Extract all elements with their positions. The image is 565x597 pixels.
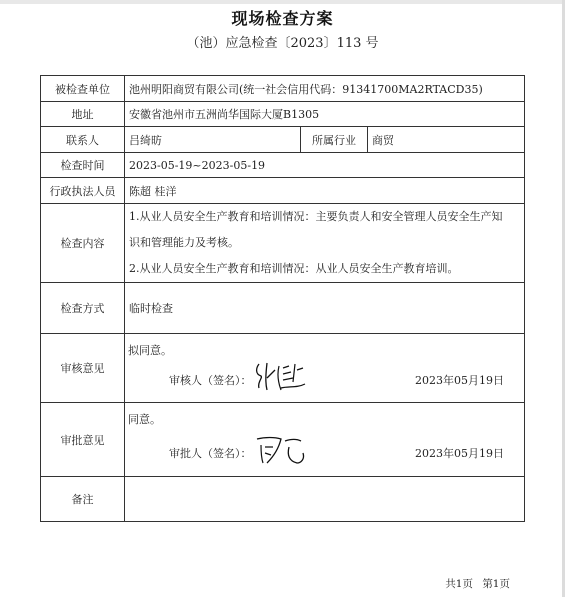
industry-label: 所属行业 — [301, 127, 368, 153]
method-value: 临时检查 — [125, 283, 525, 334]
review-label: 审核意见 — [41, 334, 125, 403]
document-title: 现场检查方案 — [231, 9, 334, 28]
officers-label: 行政执法人员 — [41, 178, 125, 204]
contact-value: 吕绮昉 — [125, 127, 301, 153]
unit-value: 池州明阳商贸有限公司(统一社会信用代码：91341700MA2RTACD35) — [125, 76, 525, 102]
row-method — [41, 283, 525, 334]
approve-cell — [125, 403, 525, 477]
remarks-label: 备注 — [41, 477, 125, 522]
row-approve — [41, 403, 525, 477]
row-time — [41, 153, 525, 178]
page-footer — [439, 576, 510, 591]
current-page: 第1页 — [482, 578, 510, 590]
content-label: 检查内容 — [41, 204, 125, 283]
content-value — [125, 204, 525, 283]
review-date: 2023年05月19日 — [415, 374, 504, 387]
approve-label: 审批意见 — [41, 403, 125, 477]
row-unit — [41, 76, 525, 102]
industry-value: 商贸 — [368, 127, 525, 153]
document-number: （池）应急检查〔2023〕113 号 — [186, 36, 379, 51]
time-value: 2023-05-19~2023-05-19 — [125, 153, 525, 178]
review-opinion: 拟同意。 — [128, 344, 172, 357]
inspection-plan-table — [40, 75, 525, 522]
time-label: 检查时间 — [41, 153, 125, 178]
reviewer-signature-icon — [253, 360, 313, 394]
row-review — [41, 334, 525, 403]
approve-date: 2023年05月19日 — [415, 447, 504, 460]
row-officers — [41, 178, 525, 204]
content-line: 识和管理能力及考核。 — [129, 236, 239, 249]
unit-label: 被检查单位 — [41, 76, 125, 102]
address-value: 安徽省池州市五洲尚华国际大厦B1305 — [125, 102, 525, 127]
total-pages: 共1页 — [445, 578, 473, 590]
method-label: 检查方式 — [41, 283, 125, 334]
address-label: 地址 — [41, 102, 125, 127]
top-bar — [0, 0, 565, 4]
review-signer-label: 审核人（签名）： — [169, 374, 252, 387]
row-address — [41, 102, 525, 127]
row-content — [41, 204, 525, 283]
remarks-value — [125, 477, 525, 522]
approve-signer-label: 审批人（签名）： — [169, 447, 252, 460]
officers-value: 陈超 桂洋 — [125, 178, 525, 204]
contact-label: 联系人 — [41, 127, 125, 153]
content-line: 1.从业人员安全生产教育和培训情况：主要负责人和安全管理人员安全生产知 — [129, 210, 503, 223]
content-line: 2.从业人员安全生产教育和培训情况：从业人员安全生产教育培训。 — [129, 262, 459, 275]
row-remarks — [41, 477, 525, 522]
review-cell — [125, 334, 525, 403]
approver-signature-icon — [253, 433, 309, 467]
approve-opinion: 同意。 — [128, 413, 161, 426]
row-contact — [41, 127, 525, 153]
